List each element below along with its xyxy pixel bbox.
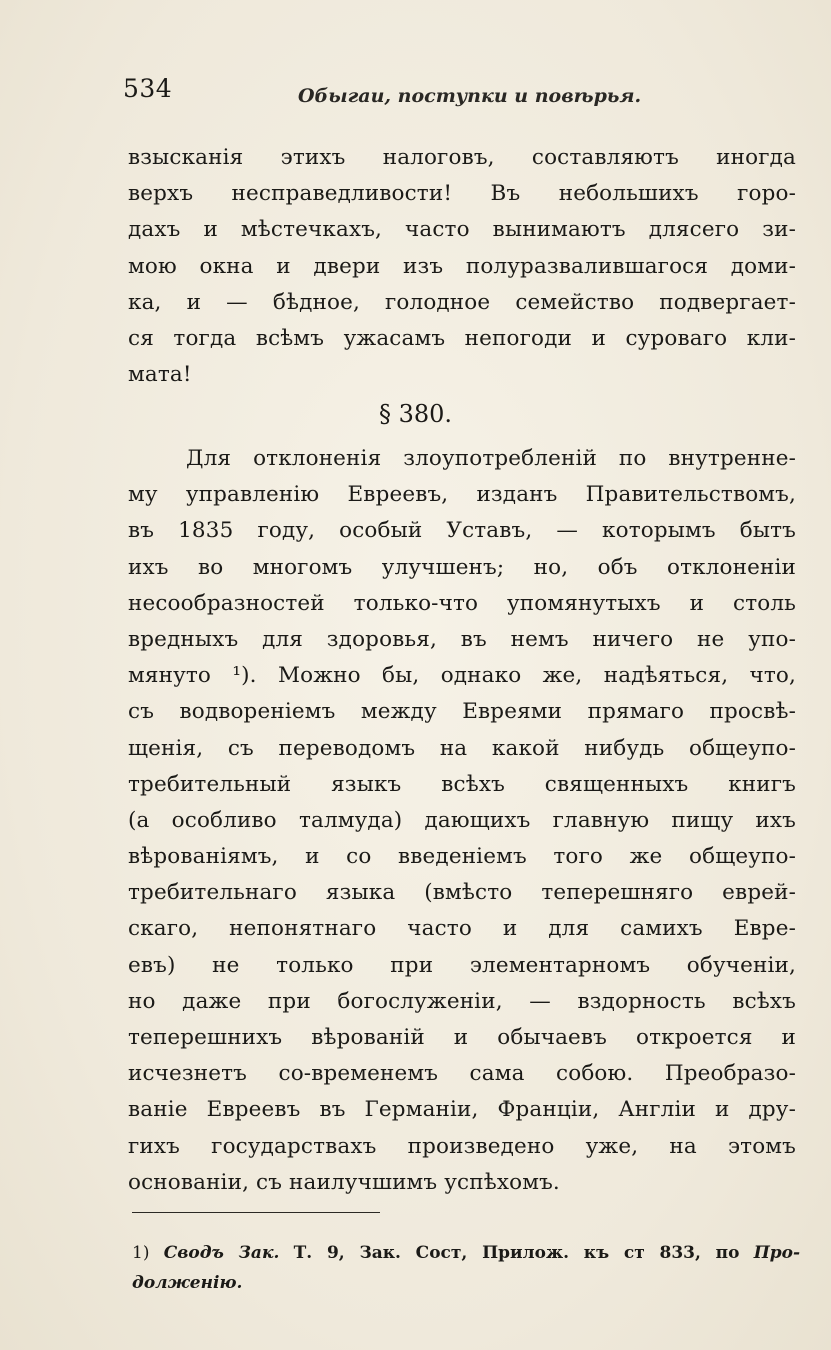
running-title: Обыгаи, поступки и повѣрья. bbox=[298, 85, 642, 107]
text-line: теперешнихъ вѣрованій и обычаевъ откроется и bbox=[128, 1025, 796, 1050]
text-line: мянуто ¹). Можно бы, однако же, надѣяться, что, bbox=[128, 663, 796, 689]
footnote-line-2: долженію. bbox=[132, 1273, 243, 1293]
paragraph-continued bbox=[128, 140, 796, 393]
text-line: вредныхъ для здоровья, въ немъ ничего не упо- bbox=[128, 626, 796, 652]
text-line: щенія, съ переводомъ на какой нибудь общеупо- bbox=[128, 735, 796, 761]
text-line: верхъ несправедливости! Въ небольшихъ горо- bbox=[128, 181, 796, 207]
text-line: ихъ во многомъ улучшенъ; но, объ отклоненіи bbox=[128, 554, 796, 580]
footnote-line bbox=[132, 1238, 800, 1268]
text-line: мата! bbox=[128, 362, 192, 388]
footnote bbox=[132, 1238, 800, 1298]
footnote-divider bbox=[132, 1212, 380, 1213]
text-line: ваніе Евреевъ въ Германіи, Франціи, Англіи и дру- bbox=[128, 1097, 796, 1123]
text-line: несообразностей только-что упомянутыхъ и столь bbox=[128, 590, 796, 616]
text-line: исчезнетъ со-временемъ сама собою. Преобразо- bbox=[128, 1061, 796, 1087]
paragraph-main bbox=[128, 441, 796, 1201]
text-line: основаніи, съ наилучшимъ успѣхомъ. bbox=[128, 1169, 560, 1195]
footnote-reference: Т. 9, Зак. Сост, Прилож. къ ст 833, по bbox=[293, 1243, 740, 1263]
footnote-marker: 1) bbox=[132, 1243, 150, 1263]
text-line: ся тогда всѣмъ ужасамъ непогоди и суроваго кли- bbox=[128, 325, 796, 351]
text-line: въ 1835 году, особый Уставъ, — которымъ бытъ bbox=[128, 518, 796, 544]
text-line: скаго, непонятнаго часто и для самихъ Евре- bbox=[128, 916, 796, 942]
text-line: требительный языкъ всѣхъ священныхъ книгъ bbox=[128, 771, 796, 797]
text-line: (а особливо талмуда) дающихъ главную пищу ихъ bbox=[128, 807, 796, 833]
text-line: съ водвореніемъ между Евреями прямаго просвѣ- bbox=[128, 699, 796, 725]
text-line: требительнаго языка (вмѣсто теперешняго еврей- bbox=[128, 880, 796, 906]
page-number: 534 bbox=[123, 74, 173, 103]
text-line: дахъ и мѣстечкахъ, часто вынимаютъ длясего зи- bbox=[128, 217, 796, 243]
text-line: вѣрованіямъ, и со введеніемъ того же общеупо- bbox=[128, 844, 796, 870]
footnote-source: Сводъ Зак. bbox=[163, 1243, 280, 1263]
footnote-reference-cont: Про- bbox=[753, 1243, 801, 1263]
text-line: Для отклоненія злоупотребленій по внутренне- bbox=[186, 446, 796, 471]
text-line: но даже при богослуженіи, — вздорность всѣхъ bbox=[128, 988, 796, 1014]
section-heading: § 380. bbox=[378, 400, 453, 428]
text-line: взысканія этихъ налоговъ, составляютъ иногда bbox=[128, 145, 796, 170]
text-line: евъ) не только при элементарномъ обученіи, bbox=[128, 952, 796, 978]
text-line: му управленію Евреевъ, изданъ Правительствомъ, bbox=[128, 482, 796, 508]
text-line: ка, и — бѣдное, голодное семейство подвергает- bbox=[128, 289, 796, 315]
text-line: мою окна и двери изъ полуразвалившагося доми- bbox=[128, 253, 796, 279]
text-line: гихъ государствахъ произведено уже, на этомъ bbox=[128, 1133, 796, 1159]
